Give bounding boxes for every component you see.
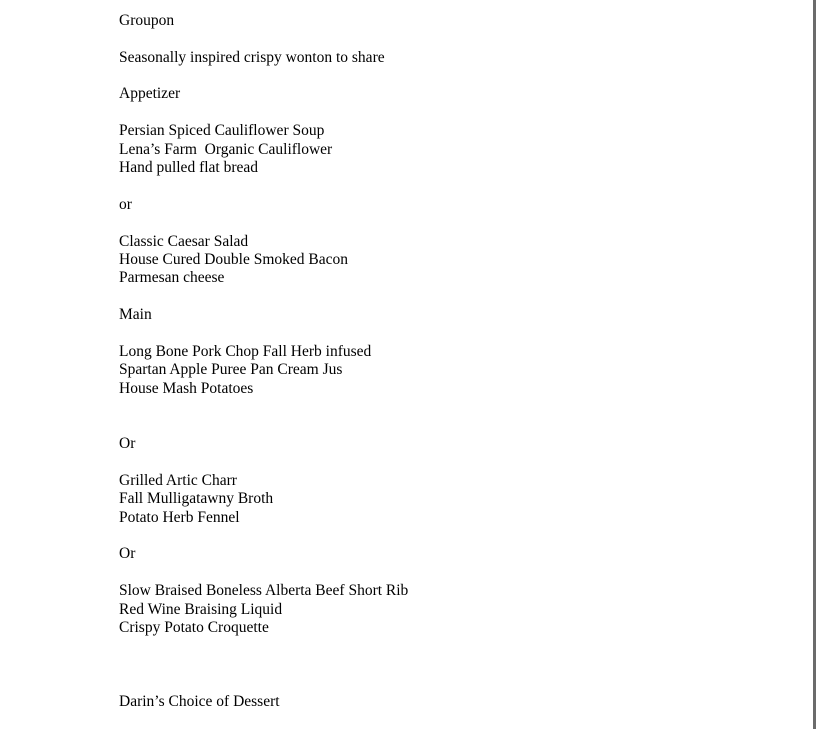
- menu-line: Parmesan cheese: [119, 269, 225, 286]
- menu-line: Grilled Artic Charr: [119, 472, 237, 489]
- menu-line: House Mash Potatoes: [119, 380, 254, 397]
- menu-line: House Cured Double Smoked Bacon: [119, 251, 349, 268]
- menu-line: Slow Braised Boneless Alberta Beef Short Rib: [119, 582, 409, 599]
- section-heading-main: Main: [119, 306, 152, 323]
- menu-line: Red Wine Braising Liquid: [119, 601, 283, 618]
- menu-line: Long Bone Pork Chop Fall Herb infused: [119, 343, 372, 360]
- choice-separator: Or: [119, 545, 136, 562]
- menu-line: Potato Herb Fennel: [119, 509, 240, 526]
- section-heading-appetizer: Appetizer: [119, 85, 181, 102]
- choice-separator: Or: [119, 435, 136, 452]
- menu-line: Hand pulled flat bread: [119, 159, 259, 176]
- menu-line: Persian Spiced Cauliflower Soup: [119, 122, 325, 139]
- menu-line: Spartan Apple Puree Pan Cream Jus: [119, 361, 343, 378]
- menu-line: Fall Mulligatawny Broth: [119, 490, 274, 507]
- shared-starter: Seasonally inspired crispy wonton to share: [119, 49, 385, 66]
- menu-line: Classic Caesar Salad: [119, 233, 249, 250]
- menu-line: Crispy Potato Croquette: [119, 619, 269, 636]
- choice-separator: or: [119, 196, 132, 213]
- dessert-line: Darin’s Choice of Dessert: [119, 693, 280, 710]
- menu-title: Groupon: [119, 12, 175, 29]
- menu-line: Lena’s Farm Organic Cauliflower: [119, 141, 333, 158]
